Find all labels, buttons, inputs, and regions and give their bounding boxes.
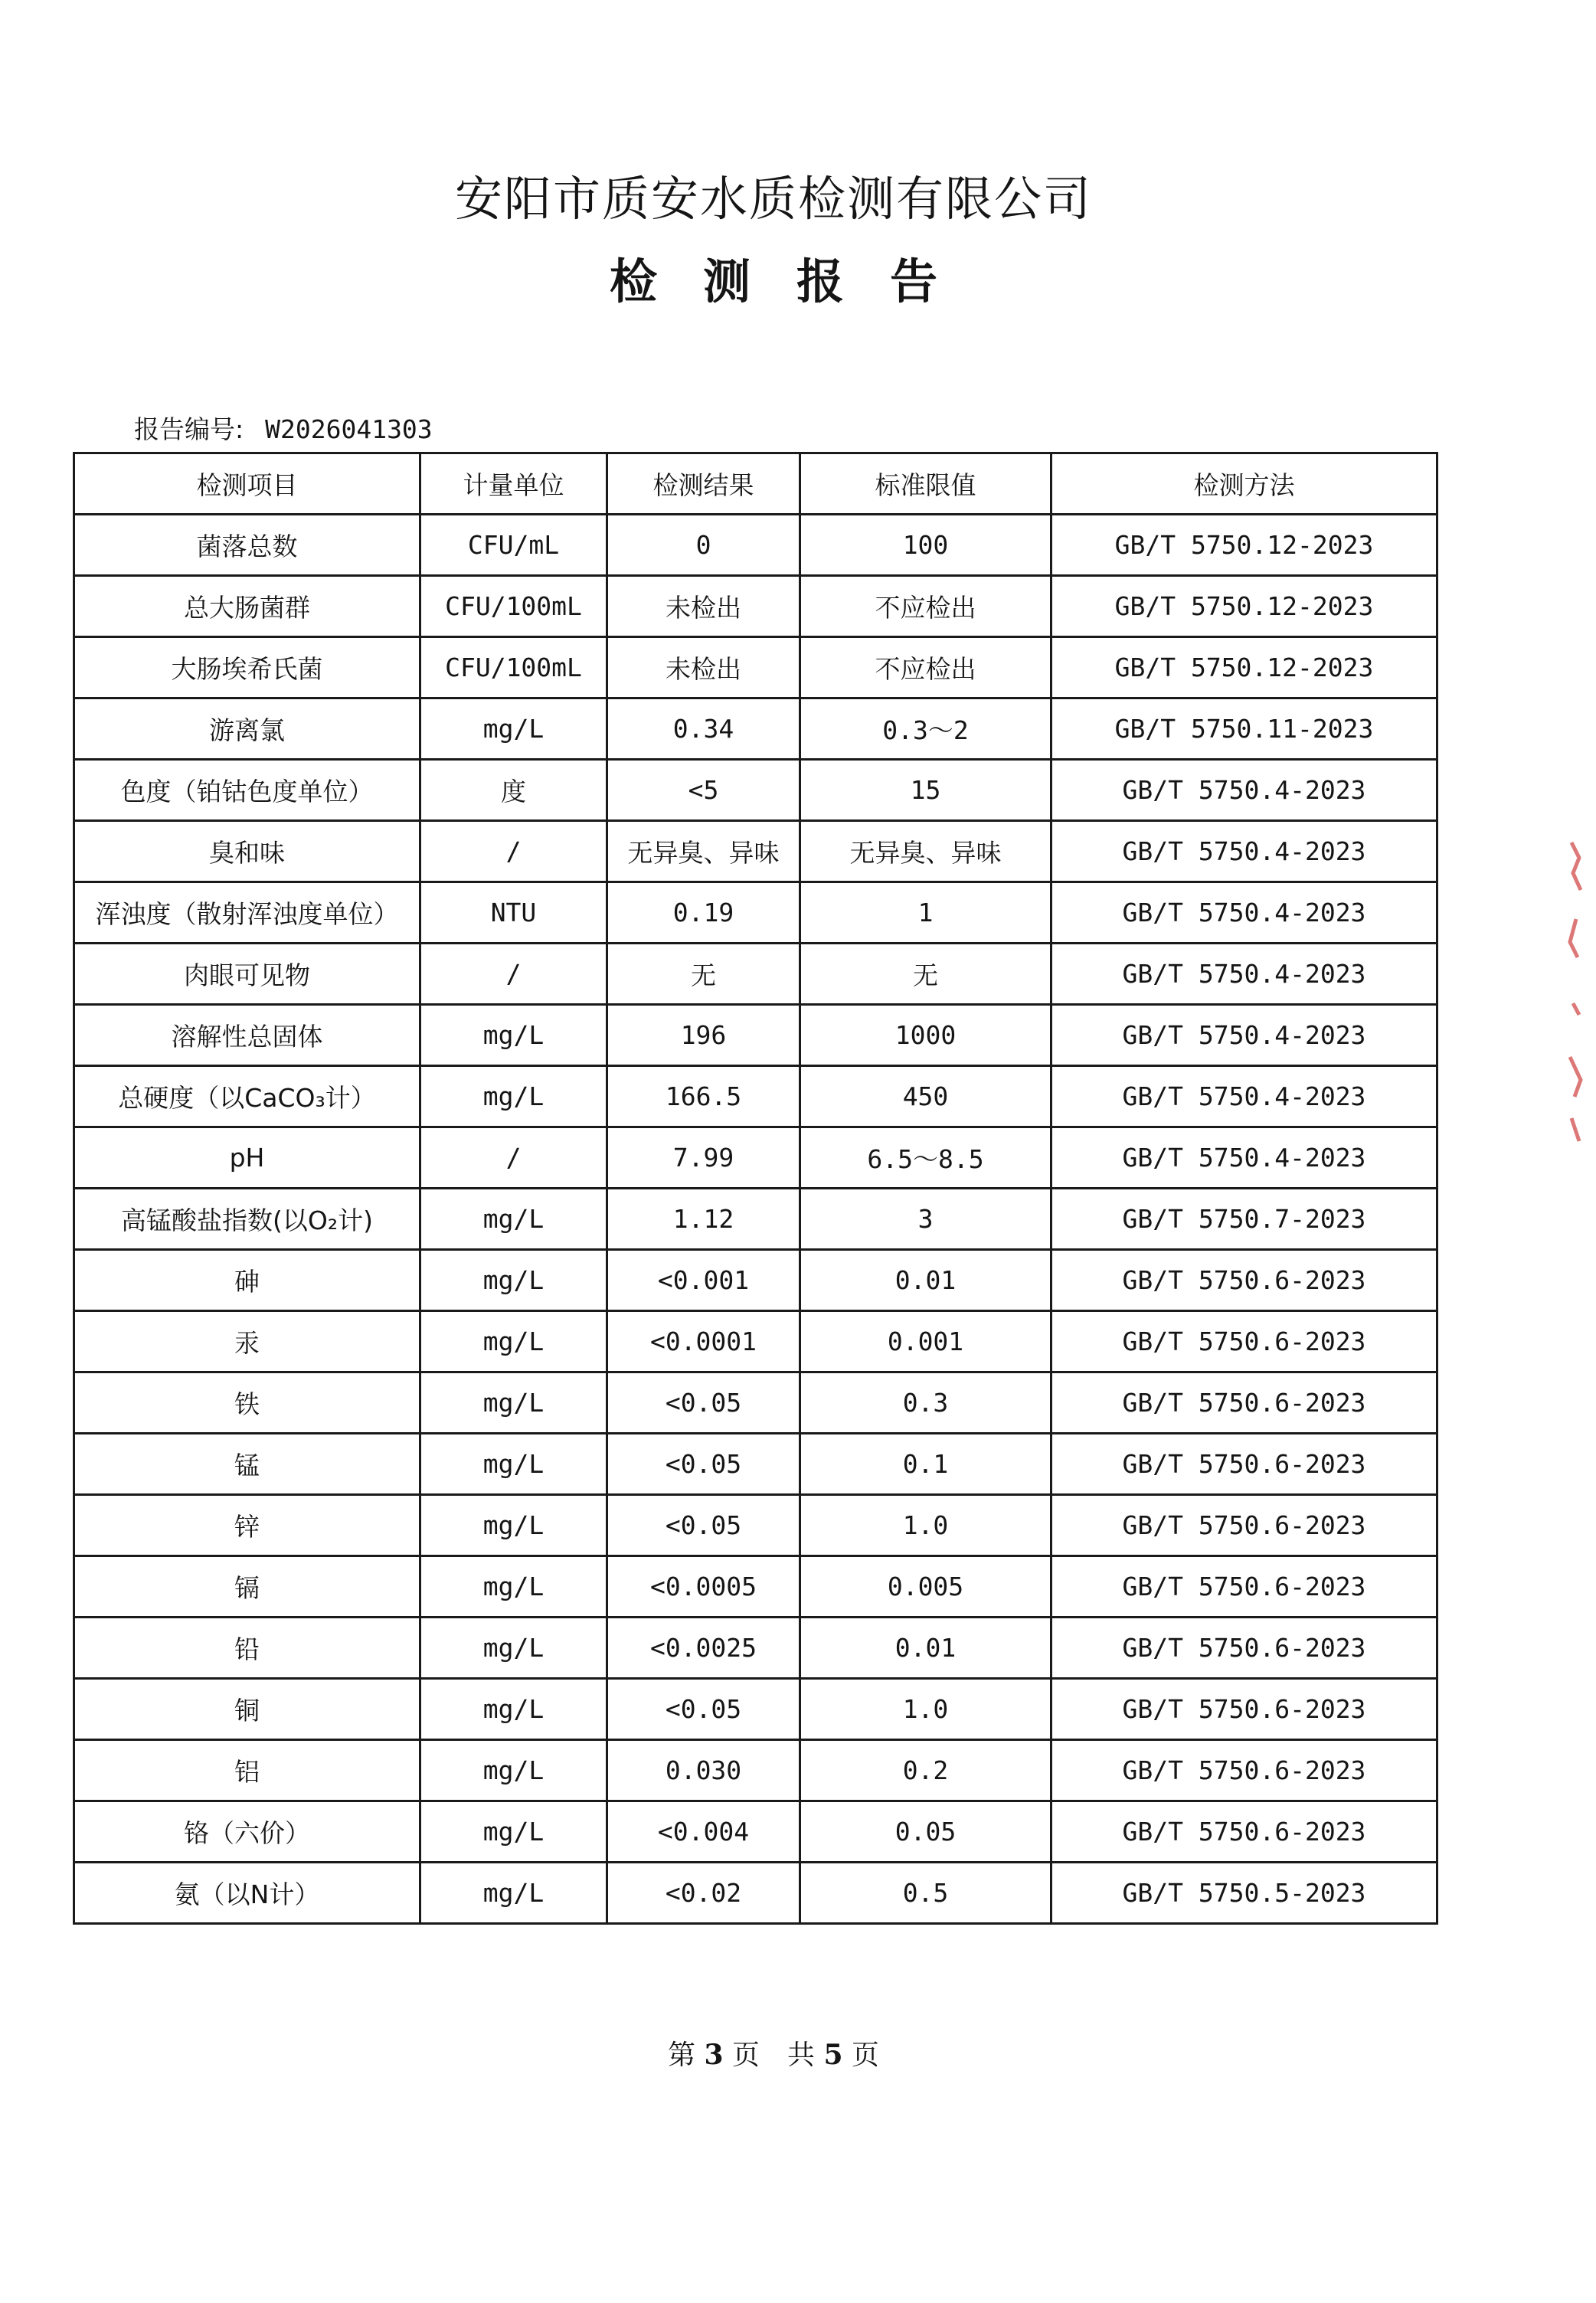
page-number <box>0 2033 1547 2072</box>
table-row <box>74 637 1437 698</box>
cell-limit: 0.3～2 <box>800 698 1051 760</box>
cell-method: GB/T 5750.5-2023 <box>1051 1863 1437 1924</box>
cell-limit: 不应检出 <box>800 576 1051 637</box>
cell-result: 无异臭、异味 <box>607 821 800 882</box>
cell-result: <0.0025 <box>607 1618 800 1679</box>
cell-method: GB/T 5750.6-2023 <box>1051 1495 1437 1556</box>
cell-result: <0.0001 <box>607 1311 800 1372</box>
cell-method: GB/T 5750.6-2023 <box>1051 1740 1437 1801</box>
cell-unit: mg/L <box>420 1801 607 1863</box>
cell-unit: mg/L <box>420 1863 607 1924</box>
cell-result: 1.12 <box>607 1189 800 1250</box>
table-row <box>74 944 1437 1005</box>
page-suffix: 页 <box>851 2040 879 2071</box>
cell-unit: CFU/100mL <box>420 637 607 698</box>
table-row <box>74 698 1437 760</box>
cell-method: GB/T 5750.4-2023 <box>1051 1127 1437 1189</box>
cell-result: 0.19 <box>607 882 800 944</box>
page-prefix: 第 <box>668 2040 696 2071</box>
cell-item: 汞 <box>74 1311 420 1372</box>
cell-item: 菌落总数 <box>74 515 420 576</box>
cell-unit: mg/L <box>420 1618 607 1679</box>
cell-item: 镉 <box>74 1556 420 1618</box>
cell-method: GB/T 5750.6-2023 <box>1051 1556 1437 1618</box>
cell-limit: 0.01 <box>800 1250 1051 1311</box>
cell-limit: 0.5 <box>800 1863 1051 1924</box>
cell-result: 7.99 <box>607 1127 800 1189</box>
cell-method: GB/T 5750.4-2023 <box>1051 944 1437 1005</box>
cell-item: 游离氯 <box>74 698 420 760</box>
table-row <box>74 1005 1437 1066</box>
cell-item: 铝 <box>74 1740 420 1801</box>
cell-unit: mg/L <box>420 1311 607 1372</box>
cell-unit: mg/L <box>420 1740 607 1801</box>
cell-method: GB/T 5750.6-2023 <box>1051 1618 1437 1679</box>
cell-limit: 1.0 <box>800 1495 1051 1556</box>
table-row <box>74 1127 1437 1189</box>
cell-unit: NTU <box>420 882 607 944</box>
page-current: 3 <box>704 2039 724 2071</box>
cell-result: <0.05 <box>607 1372 800 1434</box>
cell-result: <0.05 <box>607 1679 800 1740</box>
seal-stamp-edge <box>1562 827 1585 1149</box>
cell-item: 铁 <box>74 1372 420 1434</box>
cell-method: GB/T 5750.6-2023 <box>1051 1434 1437 1495</box>
table-row <box>74 515 1437 576</box>
cell-result: <0.001 <box>607 1250 800 1311</box>
table-row <box>74 1556 1437 1618</box>
report-number-value: W2026041303 <box>265 414 433 444</box>
cell-limit: 3 <box>800 1189 1051 1250</box>
cell-item: 氨（以N计） <box>74 1863 420 1924</box>
cell-limit: 0.001 <box>800 1311 1051 1372</box>
cell-unit: mg/L <box>420 1372 607 1434</box>
cell-method: GB/T 5750.6-2023 <box>1051 1801 1437 1863</box>
cell-unit: / <box>420 821 607 882</box>
cell-method: GB/T 5750.4-2023 <box>1051 1066 1437 1127</box>
cell-method: GB/T 5750.12-2023 <box>1051 515 1437 576</box>
cell-item: 铬（六价） <box>74 1801 420 1863</box>
cell-item: 砷 <box>74 1250 420 1311</box>
cell-item: 高锰酸盐指数(以O₂计) <box>74 1189 420 1250</box>
cell-method: GB/T 5750.6-2023 <box>1051 1250 1437 1311</box>
cell-unit: mg/L <box>420 1556 607 1618</box>
cell-unit: mg/L <box>420 1495 607 1556</box>
cell-result: <5 <box>607 760 800 821</box>
cell-result: <0.02 <box>607 1863 800 1924</box>
cell-item: 锌 <box>74 1495 420 1556</box>
cell-result: <0.05 <box>607 1495 800 1556</box>
table-row <box>74 1372 1437 1434</box>
cell-limit: 不应检出 <box>800 637 1051 698</box>
cell-result: 196 <box>607 1005 800 1066</box>
page-total: 5 <box>823 2039 843 2071</box>
cell-result: 0.34 <box>607 698 800 760</box>
cell-limit: 1.0 <box>800 1679 1051 1740</box>
cell-unit: mg/L <box>420 1005 607 1066</box>
seal-stamp-mark <box>1570 842 1581 1141</box>
cell-limit: 15 <box>800 760 1051 821</box>
cell-limit: 无异臭、异味 <box>800 821 1051 882</box>
col-header-item: 检测项目 <box>74 453 420 515</box>
cell-item: 肉眼可见物 <box>74 944 420 1005</box>
cell-result: 166.5 <box>607 1066 800 1127</box>
results-table <box>73 452 1438 1925</box>
cell-unit: mg/L <box>420 1189 607 1250</box>
cell-item: 总大肠菌群 <box>74 576 420 637</box>
cell-limit: 100 <box>800 515 1051 576</box>
cell-limit: 1000 <box>800 1005 1051 1066</box>
cell-result: <0.0005 <box>607 1556 800 1618</box>
cell-unit: CFU/mL <box>420 515 607 576</box>
cell-method: GB/T 5750.12-2023 <box>1051 637 1437 698</box>
table-row <box>74 1189 1437 1250</box>
cell-limit: 1 <box>800 882 1051 944</box>
cell-method: GB/T 5750.4-2023 <box>1051 760 1437 821</box>
cell-method: GB/T 5750.4-2023 <box>1051 821 1437 882</box>
cell-unit: mg/L <box>420 1679 607 1740</box>
cell-method: GB/T 5750.11-2023 <box>1051 698 1437 760</box>
cell-unit: / <box>420 944 607 1005</box>
cell-item: 铅 <box>74 1618 420 1679</box>
cell-unit: mg/L <box>420 1066 607 1127</box>
table-row <box>74 1311 1437 1372</box>
col-header-unit: 计量单位 <box>420 453 607 515</box>
cell-item: 大肠埃希氏菌 <box>74 637 420 698</box>
col-header-limit: 标准限值 <box>800 453 1051 515</box>
cell-unit: mg/L <box>420 698 607 760</box>
company-name: 安阳市质安水质检测有限公司 <box>454 171 1092 227</box>
table-row <box>74 821 1437 882</box>
cell-method: GB/T 5750.6-2023 <box>1051 1372 1437 1434</box>
page-mid: 页 共 <box>731 2040 815 2071</box>
cell-method: GB/T 5750.6-2023 <box>1051 1311 1437 1372</box>
cell-method: GB/T 5750.4-2023 <box>1051 1005 1437 1066</box>
cell-limit: 无 <box>800 944 1051 1005</box>
table-row <box>74 882 1437 944</box>
cell-result: <0.05 <box>607 1434 800 1495</box>
cell-unit: CFU/100mL <box>420 576 607 637</box>
cell-item: 锰 <box>74 1434 420 1495</box>
cell-limit: 450 <box>800 1066 1051 1127</box>
table-row <box>74 1863 1437 1924</box>
cell-method: GB/T 5750.12-2023 <box>1051 576 1437 637</box>
cell-limit: 0.005 <box>800 1556 1051 1618</box>
cell-unit: / <box>420 1127 607 1189</box>
cell-limit: 0.1 <box>800 1434 1051 1495</box>
cell-unit: mg/L <box>420 1434 607 1495</box>
cell-item: 总硬度（以CaCO₃计） <box>74 1066 420 1127</box>
cell-item: pH <box>74 1127 420 1189</box>
cell-result: 0 <box>607 515 800 576</box>
cell-item: 铜 <box>74 1679 420 1740</box>
report-number-label: 报告编号: <box>134 414 244 444</box>
table-row <box>74 1434 1437 1495</box>
cell-limit: 0.01 <box>800 1618 1051 1679</box>
cell-item: 臭和味 <box>74 821 420 882</box>
report-title: 检测报告 <box>609 254 983 309</box>
table-row <box>74 1495 1437 1556</box>
table-row <box>74 1801 1437 1863</box>
report-number <box>134 410 433 446</box>
table-row <box>74 1066 1437 1127</box>
cell-result: 无 <box>607 944 800 1005</box>
cell-item: 浑浊度（散射浑浊度单位） <box>74 882 420 944</box>
cell-item: 色度（铂钴色度单位） <box>74 760 420 821</box>
cell-result: <0.004 <box>607 1801 800 1863</box>
table-row <box>74 1740 1437 1801</box>
cell-method: GB/T 5750.4-2023 <box>1051 882 1437 944</box>
cell-item: 溶解性总固体 <box>74 1005 420 1066</box>
table-row <box>74 576 1437 637</box>
cell-method: GB/T 5750.6-2023 <box>1051 1679 1437 1740</box>
cell-unit: 度 <box>420 760 607 821</box>
table-row <box>74 760 1437 821</box>
cell-limit: 0.05 <box>800 1801 1051 1863</box>
cell-unit: mg/L <box>420 1250 607 1311</box>
table-row <box>74 1618 1437 1679</box>
table-row <box>74 1679 1437 1740</box>
cell-limit: 0.2 <box>800 1740 1051 1801</box>
cell-result: 0.030 <box>607 1740 800 1801</box>
col-header-result: 检测结果 <box>607 453 800 515</box>
cell-limit: 0.3 <box>800 1372 1051 1434</box>
col-header-method: 检测方法 <box>1051 453 1437 515</box>
cell-result: 未检出 <box>607 637 800 698</box>
cell-limit: 6.5～8.5 <box>800 1127 1051 1189</box>
cell-method: GB/T 5750.7-2023 <box>1051 1189 1437 1250</box>
table-header-row <box>74 453 1437 515</box>
table-row <box>74 1250 1437 1311</box>
cell-result: 未检出 <box>607 576 800 637</box>
